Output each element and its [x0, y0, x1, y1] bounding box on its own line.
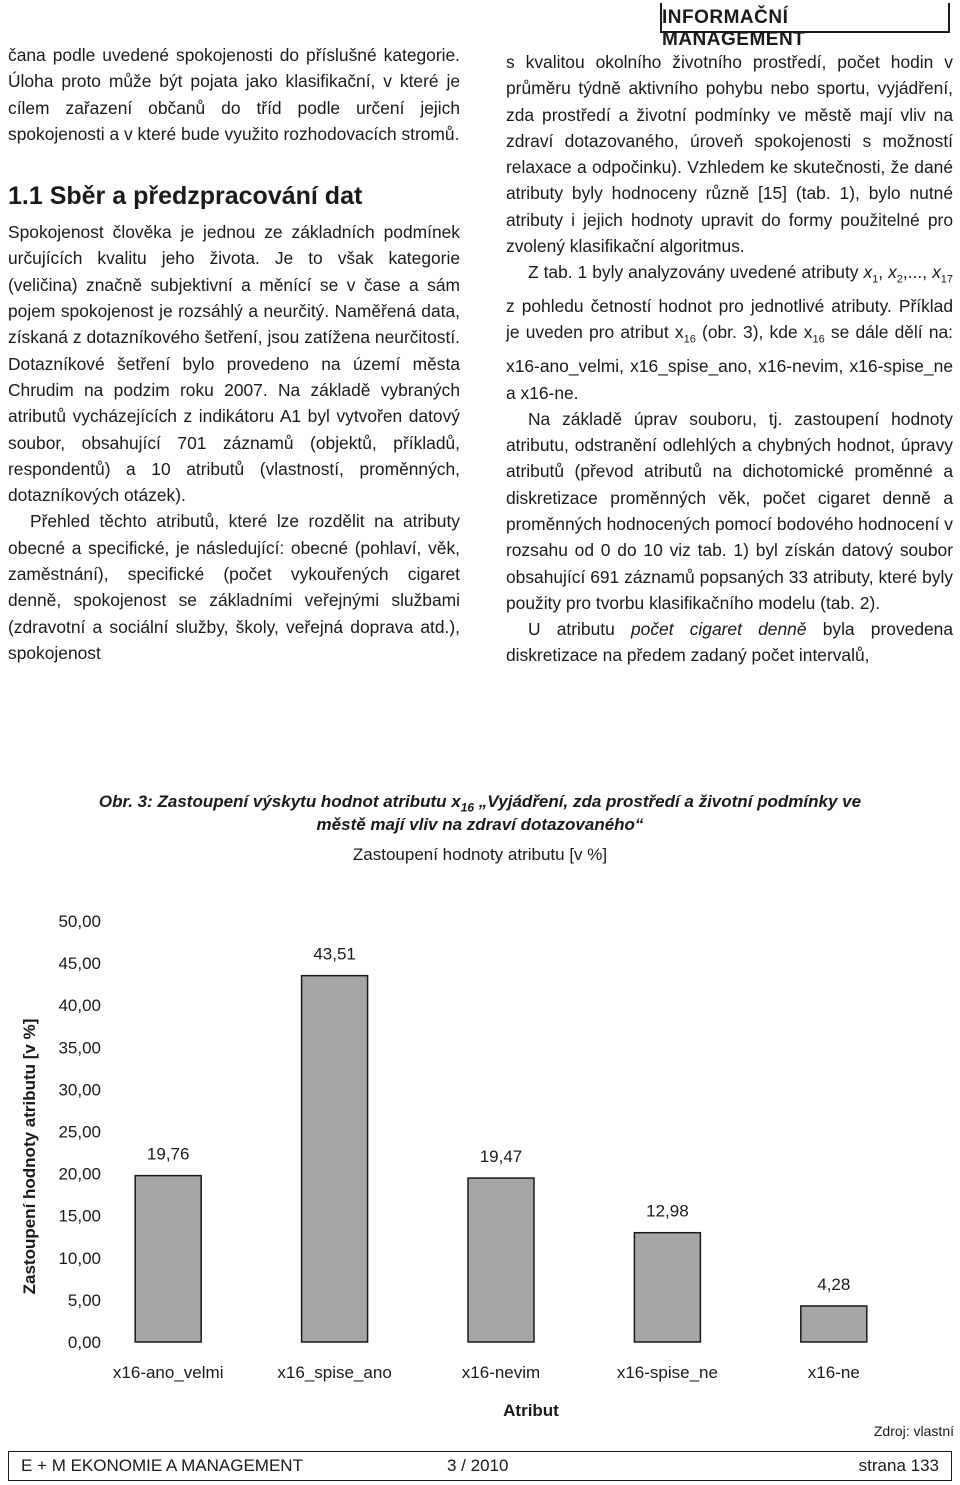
y-tick-label: 30,00	[58, 1080, 101, 1100]
y-tick-label: 45,00	[58, 954, 101, 974]
section-header	[660, 3, 950, 50]
section-label: INFORMAČNÍ MANAGEMENT	[662, 7, 806, 50]
chart-bar	[302, 976, 368, 1342]
y-tick-label: 35,00	[58, 1038, 101, 1058]
body-paragraph: s kvalitou okolního životního prostředí, počet hodin v průměru týdně aktivního pohybu nebo sportu, vyjádření, zda prostředí a životní podmínky ve městě mají vliv na zdraví dotazovaného, úroveň spokojenosti s možností relaxace a odpočinku). Vzhledem ke skutečnosti, že dané atributy byly hodnoceny různě [15] (tab. 1), bylo nutné atributy i jejich hodnoty upravit do formy použitelné pro zvolený klasifikační algoritmus.	[506, 52, 953, 257]
x-tick-label: x16-spise_ne	[616, 1363, 718, 1382]
y-tick-label: 10,00	[58, 1248, 101, 1268]
page-number: strana 133	[858, 1456, 939, 1475]
data-label: 43,51	[313, 944, 356, 964]
chart-bar	[468, 1178, 534, 1342]
x-tick-label: x16-ano_velmi	[112, 1363, 224, 1382]
data-label: 19,76	[146, 1144, 190, 1164]
chart-bar	[801, 1306, 867, 1342]
x-axis-label: Atribut	[503, 1401, 559, 1420]
data-label: 12,98	[646, 1201, 689, 1221]
x-tick-label: x16-nevim	[461, 1363, 541, 1382]
body-paragraph: U atributu počet cigaret denně byla provedena diskretizace na předem zadaný počet intervalů,	[506, 619, 954, 666]
left-column	[8, 42, 460, 666]
y-tick-label: 15,00	[58, 1206, 101, 1226]
body-paragraph: Spokojenost člověka je jednou ze základních podmínek určujících kvalitu jeho života. Je to však kategorie (veličina) značně subjektivní a měnící se v čase a sám pojem spokojenost je rozsáhlý a neurčitý. Naměřená data, získaná z dotazníkového šetření, jsou zatížena neurčitostí. Dotazníkové šetření bylo provedeno na území města Chrudim na podzim roku 2007. Na základě vybraných atributů vycházejících z indikátoru A1 byl vytvořen datový soubor, obsahující 701 záznamů (objektů, příkladů, respondentů) a 10 atributů (vlastností, proměnných, dotazníkových otázek).	[8, 222, 460, 506]
intro-paragraph: čana podle uvedené spokojenosti do příslušné kategorie. Úloha proto může být pojata jako klasifikační, v které je cílem zařazení občanů do tříd podle určení jejich spokojenosti a v které bude využito rozhodovacích stromů.	[8, 45, 460, 144]
y-tick-label: 25,00	[58, 1122, 101, 1142]
y-tick-label: 0,00	[67, 1333, 101, 1352]
chart-title: Zastoupení hodnoty atributu [v %]	[352, 845, 608, 864]
body-paragraph: Na základě úprav souboru, tj. zastoupení hodnoty atributu, odstranění odlehlých a chybných hodnot, úpravy atributů (převod atributů na dichotomické proměnné a diskretizace proměnných věk, počet cigaret denně a proměnných hodnocených pomocí bodového hodnocení v rozsahu od 0 do 10 viz tab. 1) byl získán datový soubor obsahující 691 záznamů popsaných 33 atributy, které byly použity pro tvorbu klasifikačního modelu (tab. 2).	[506, 408, 953, 613]
y-tick-label: 50,00	[58, 912, 101, 931]
chart-bar	[634, 1233, 700, 1342]
x-tick-label: x16_spise_ano	[277, 1363, 392, 1382]
x-tick-label: x16-ne	[807, 1363, 860, 1382]
page-footer	[8, 1451, 952, 1481]
data-label: 19,47	[479, 1147, 523, 1167]
body-paragraph: Z tab. 1 byly analyzovány uvedené atributy $x_1$, $x_2$,..., $x_{17}$ z pohledu četností hodnot pro jednotlivé atributy. Příklad je uveden pro atribut $x_{16}$ (obr. 3), kde $x_{16}$ se dále dělí na: x16-ano_velmi, x16_spise_ano, x16-nevim, x16-spise_ne a x16-ne.	[506, 262, 954, 403]
chart-bar	[135, 1176, 201, 1342]
y-tick-label: 5,00	[67, 1290, 101, 1310]
figure-caption-line2: městě mají vliv na zdraví dotazovaného“	[316, 815, 644, 834]
figure-source: Zdroj: vlastní	[873, 1423, 954, 1439]
bar-chart	[0, 880, 960, 1425]
body-paragraph: Přehled těchto atributů, které lze rozdělit na atributy obecné a specifické, je následující: obecné (pohlaví, věk, zaměstnání), specifické (počet vykouřených cigaret denně, spokojenost se základními veřejnými službami (zdravotní a sociální služby, školy, veřejná doprava atd.), spokojenost	[8, 511, 460, 663]
journal-name: E + M EKONOMIE A MANAGEMENT	[21, 1456, 303, 1475]
y-tick-label: 40,00	[58, 996, 101, 1016]
right-column	[506, 49, 953, 669]
issue-number: 3 / 2010	[447, 1456, 509, 1475]
figure-caption: Obr. 3: Zastoupení výskytu hodnot atributu $x_{16}$ „Vyjádření, zda prostředí a životní podmínky ve	[98, 792, 862, 815]
section-heading: 1.1 Sběr a předzpracování dat	[8, 182, 363, 211]
y-tick-label: 20,00	[58, 1164, 101, 1184]
data-label: 4,28	[817, 1274, 851, 1294]
y-axis-label: Zastoupení hodnoty atributu [v %]	[20, 1018, 39, 1295]
